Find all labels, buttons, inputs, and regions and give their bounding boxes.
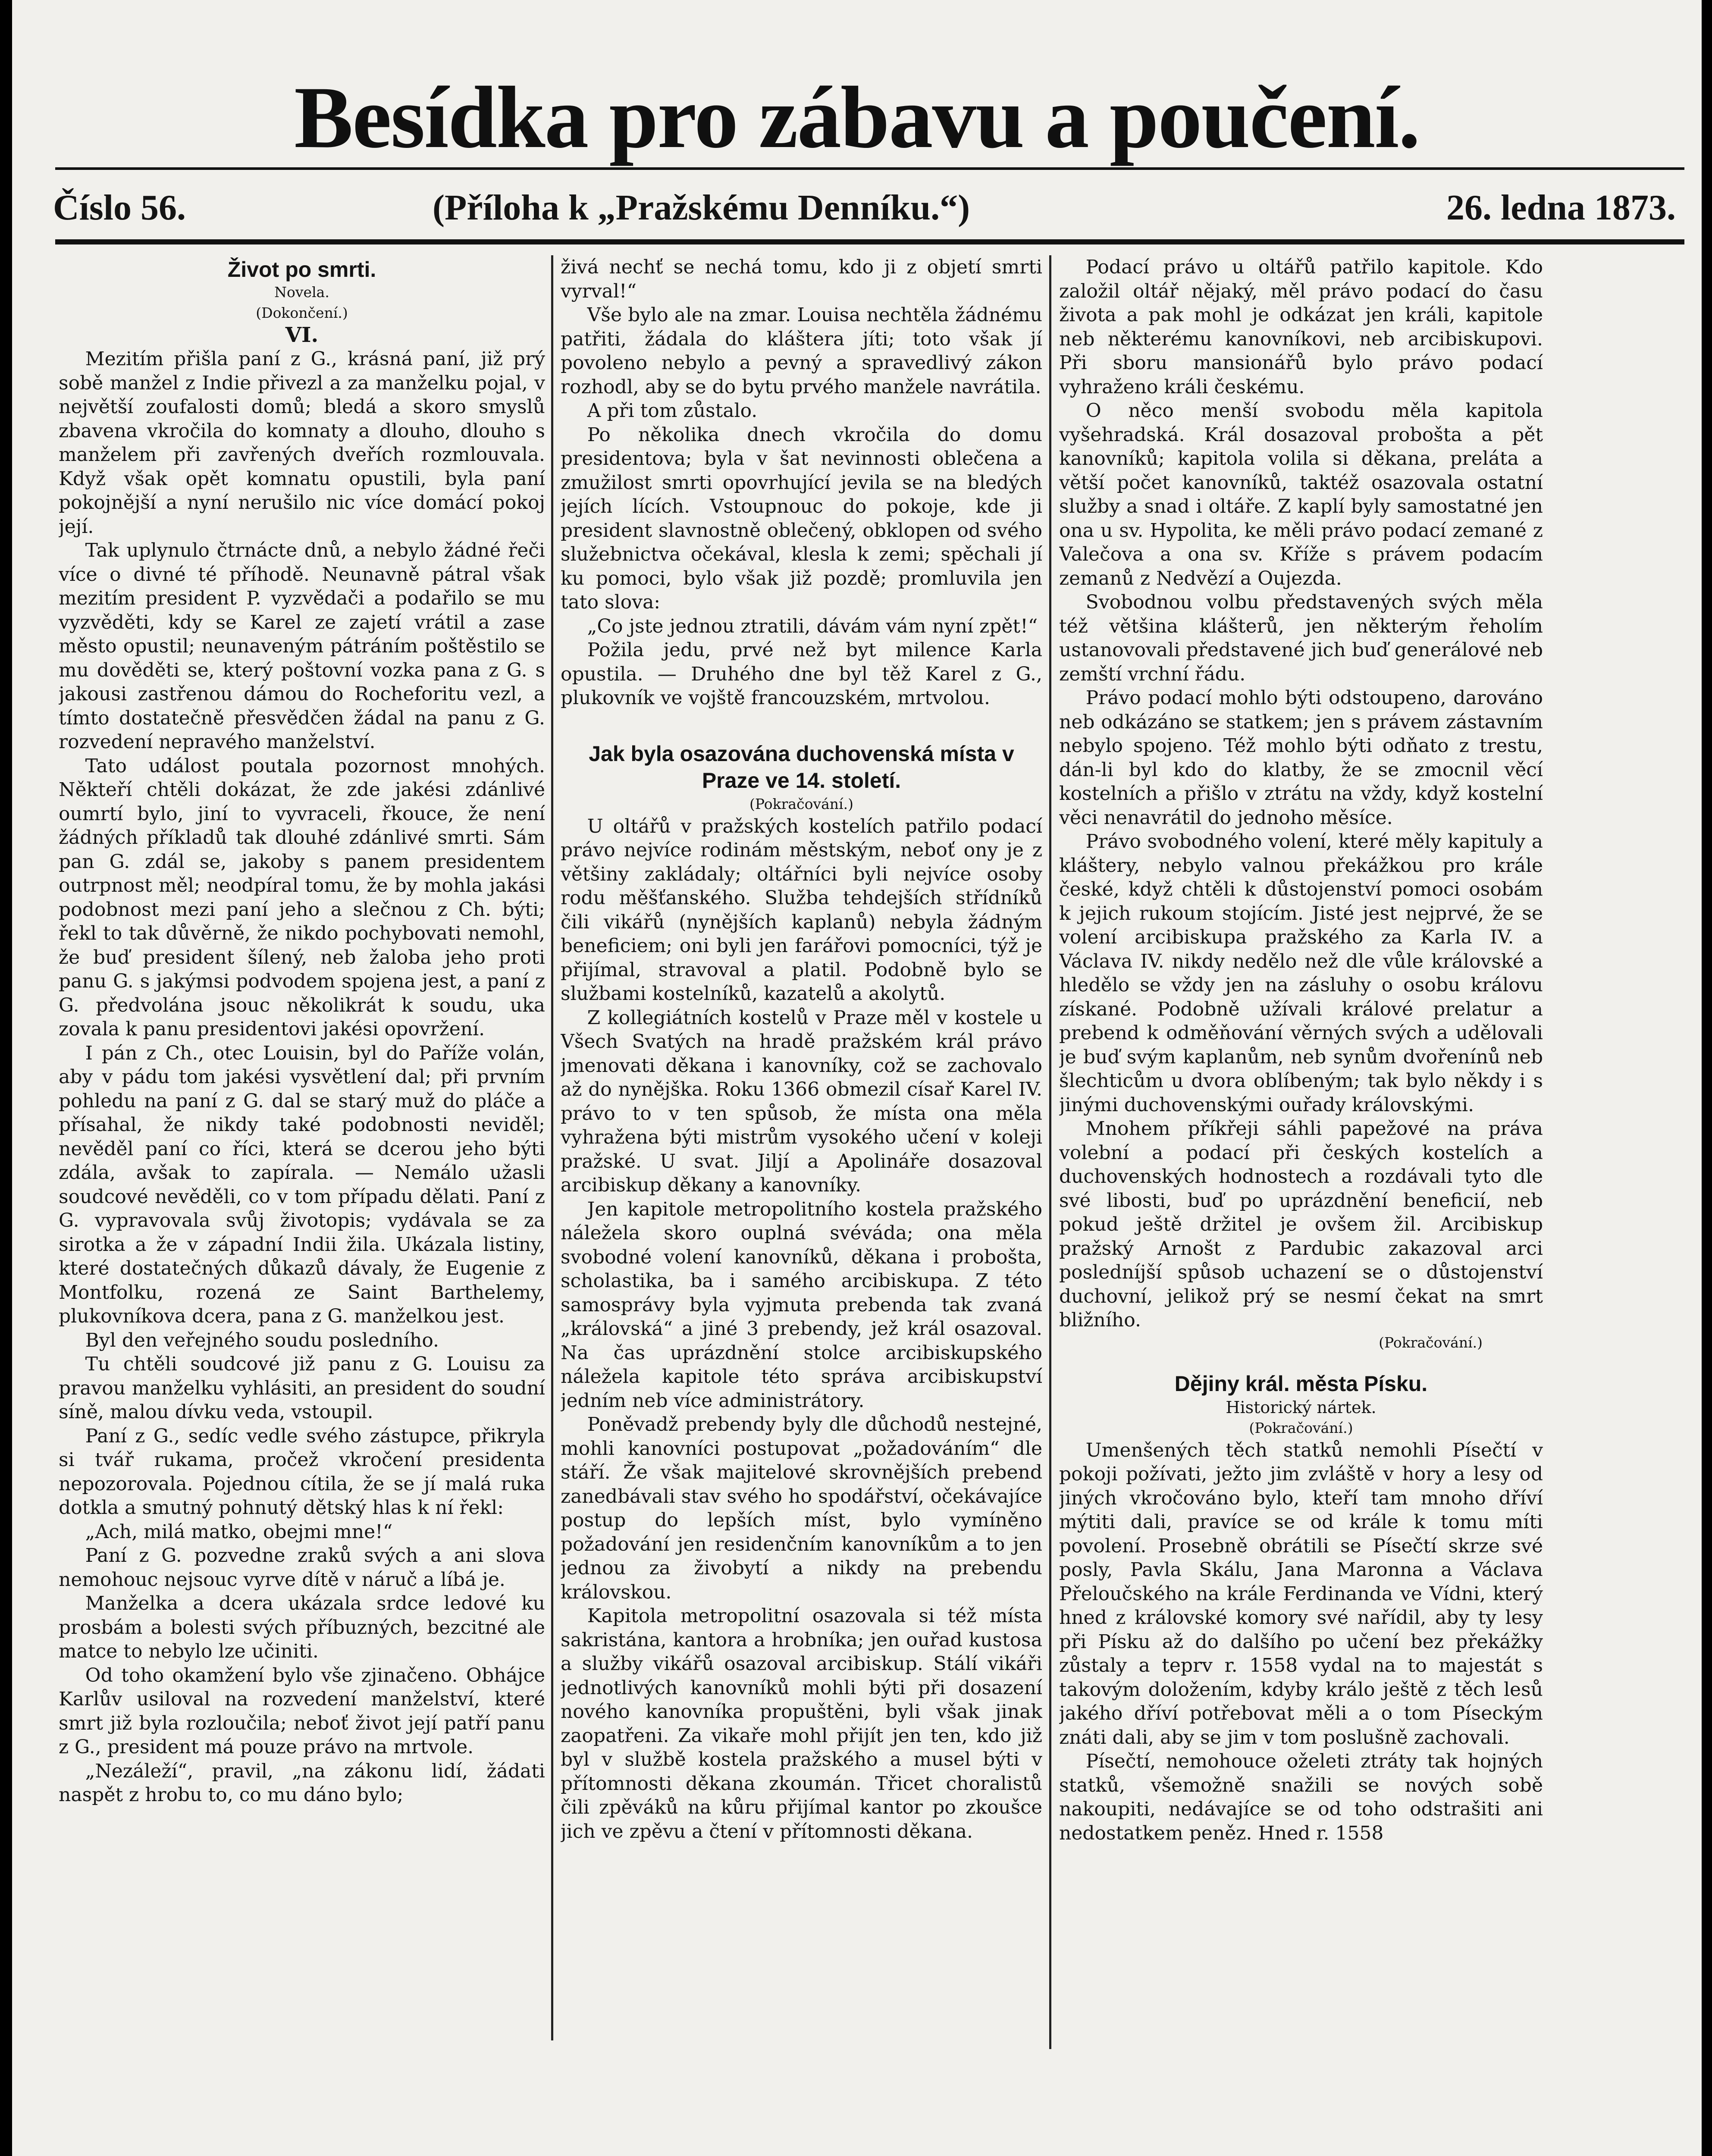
paragraph: Od toho okamžení bylo vše zjinačeno. Obhájce Karlův usiloval na rozvedení manželství, které smrt již byla rozloučila; neboť život její patří panu z G., president má pouze právo na mrtvole. bbox=[59, 1664, 545, 1758]
paragraph: Právo svobodného volení, které měly kapituly a kláštery, nebylo valnou překážkou pro krále české, když chtěli k důstojenství pomoci osobám k jejich rukoum stojícím. Jisté jest nejprvé, že se volení arcibiskupa pražského za Karla IV. a Václava IV. nikdy nedělo než dle vůle královské a hledělo se vždy jen na zásluhy o osobu královu získané. Podobně užívali králové prelatur a prebend k odměňování věrných svých a udělovali je buď svým kaplanům, neb synům dvořenínů neb šlechticům u dvora oblíbeným; tak bylo někdy i s jinými duchovenskými ouřady královskými. bbox=[1059, 830, 1543, 1116]
paragraph: Manželka a dcera ukázala srdce ledové ku prosbám a bolesti svých příbuzných, bezcitné ale matce to nebylo lze učiniti. bbox=[59, 1592, 545, 1662]
paragraph: Kapitola metropolitní osazovala si též místa sakristána, kantora a hrobníka; jen ouřad kustosa a služby vikářů osazoval arcibiskup. Stálí vikáři jednotlivých kanovníků mohli býti při dosazení nového kanovníka propuštěni, byli však jinak zaopatřeni. Za vikaře mohl přijít jen ten, kdo již byl v službě kostela pražského a musel býti v přítomnosti děkana zkoumán. Třicet choralistů čili zpěváků na kůru přijímal kantor po zkoušce jich ve zpěvu a čtení v přítomnosti děkana. bbox=[561, 1605, 1042, 1843]
paragraph: Paní z G., sedíc vedle svého zástupce, přikryla si tvář rukama, pročež vkročení presidenta nepozorovala. Pojednou cítila, že se jí malá ruka dotkla a smutný pohnutý dětský hlas k ní řekl: bbox=[59, 1425, 545, 1519]
newspaper-page bbox=[12, 0, 1702, 2156]
issue-line bbox=[53, 182, 1676, 234]
paragraph: A při tom zůstalo. bbox=[587, 400, 758, 422]
paragraph: Z kollegiátních kostelů v Praze měl v kostele u Všech Svatých na hradě pražském král právo jmenovati děkana i kanovníky, což se zachovalo až do nynějška. Roku 1366 obmezil císař Karel IV. právo to v ten spůsob, že místa ona měla vyhražena býti mistrům vysokého učení v koleji pražské. U svat. Jiljí a Apolináře dosazoval arcibiskup děkany a kanovníky. bbox=[561, 1006, 1042, 1196]
article-genre: Novela. bbox=[274, 283, 329, 301]
paragraph: Tu chtěli soudcové již panu z G. Louisu za pravou manželku vyhlásiti, an president do soudní síně, malou dívku veda, vstoupil. bbox=[59, 1353, 545, 1423]
paragraph: U oltářů v pražských kostelích patřilo podací právo nejvíce rodinám městským, neboť ony je z většiny zakládaly; oltářníci byli nejvíce osoby rodu měšťanského. Služba tehdejších střídníků čili vikářů (nynějších kaplanů) nebyla žádným beneficiem; oni byli jen farářovi pomocníci, týž je přijímal, stravoval a platil. Podobně bylo se službami kostelníků, kazatelů a akolytů. bbox=[561, 815, 1042, 1005]
masthead-bottom-rule bbox=[55, 239, 1684, 244]
paragraph: Vše bylo ale na zmar. Louisa nechtěla žádnému patřiti, žádala do kláštera jíti; toto však jí povoleno nebylo a pevný a spravedlivý zákon rozhodl, aby se do bytu prvého manžele navrátila. bbox=[561, 304, 1042, 398]
paragraph: Po několika dnech vkročila do domu presidentova; byla v šat nevinnosti oblečena a zmužilost smrti opovrhující jevila se na bledých jejích lících. Vstoupnouc do pokoje, kde ji president slavnostně oblečený, obklopen od svého služebnictva očekával, klesla k zemi; spěchali jí ku pomoci, bylo však již pozdě; promluvila jen tato slova: bbox=[561, 423, 1042, 613]
issue-number: Číslo 56. bbox=[53, 188, 186, 228]
paragraph: Tak uplynulo čtrnácte dnů, a nebylo žádné řeči více o divné té příhodě. Neunavně pátral však mezitím president P. vyzvědači a podařilo se mu vyzvěděti, kdy se Karel ze zajetí vrátil a zase město opustil; neunaveným pátráním poštěstilo se mu dověděti se, který poštovní vozka pana z G. s jakousi zastřenou dámou do Rocheforitu vezl, a tímto dostatečně přesvědčen žádal na panu z G. rozvedení nepravého manželství. bbox=[59, 539, 545, 753]
paragraph: Tato událost poutala pozornost mnohých. Někteří chtěli dokázat, že zde jakési zdánlivé oumrtí bylo, jiní to vyvraceli, řkouce, že není žádných příkladů tak dlouhé zdánlivé smrti. Sám pan G. zdál se, jakoby s panem presidentem outrpnost měl; neodpíral tomu, že by mohla jakási podobnost mezi paní jeho a slečnou z Ch. býti; řekl to tak důvěrně, že nikdo pochybovati nemohl, že buď president šílený, neb žaloba jeho proti panu G. s jakýmsi podvodem spojena jest, a paní z G. předvolána jsouc několikrát k soudu, uka zovala k panu presidentovi jakési opovržení. bbox=[59, 755, 545, 1040]
article-title: Dějiny král. města Písku. bbox=[1174, 1371, 1428, 1396]
paragraph: Umenšených těch statků nemohli Písečtí v pokoji požívati, ježto jim zvláště v hory a lesy od jiných vkročováno bylo, kteří tam mnoho dříví mýtiti dali, pravíce se od krále k tomu míti povolení. Prosebně obrátili se Písečtí skrze své posly, Pavla Skálu, Jana Maronna a Václava Přeloučského na krále Ferdinanda ve Vídni, který hned z královské komory své nařídil, aby ty lesy při Písku až do dalšího po učení bez překážky zůstaly a teprv r. 1558 vydal na to majestát s takovým doložením, kdyby králo ještě z těch lesů jakého dříví potřebovat měli a o tom Píseckým znáti dali, aby se jim v tom poslušně zachovali. bbox=[1059, 1439, 1543, 1749]
paragraph: Podací právo u oltářů patřilo kapitole. Kdo založil oltář nějaký, měl právo podací do času života a pak mohl je odkázat jen králi, kapitole neb některému kanovníkovi, neb arcibiskupovi. Při sboru mansionářů bylo právo podací vyhraženo králi českému. bbox=[1059, 256, 1543, 398]
continuation-note: (Pokračování.) bbox=[1249, 1419, 1353, 1436]
paragraph: Požila jedu, prvé než byt milence Karla opustila. — Druhého dne byl těž Karel z G., plukovník ve vojště francouzském, mrtvolou. bbox=[561, 639, 1042, 709]
article-subtitle: Historický nártek. bbox=[1226, 1398, 1376, 1417]
column-1 bbox=[59, 255, 545, 2156]
issue-date: 26. ledna 1873. bbox=[1446, 188, 1676, 228]
paragraph: „Ach, milá matko, obejmi mne!“ bbox=[85, 1520, 393, 1543]
paragraph: Svobodnou volbu představených svých měla též většina klášterů, jen některým řeholím ustanovovali představené jich buď generálové neb zemští vrchní řádu. bbox=[1059, 591, 1543, 685]
paragraph: Paní z G. pozvedne zraků svých a ani slova nemohouc nejsouc vyrve dítě v náruč a líbá je. bbox=[59, 1545, 545, 1591]
spacer bbox=[1059, 1353, 1543, 1370]
paragraph: Byl den veřejného soudu posledního. bbox=[85, 1329, 439, 1351]
column-3 bbox=[1059, 255, 1543, 2156]
masthead-title: Besídka pro zábavu a poučení. bbox=[294, 69, 1420, 166]
paragraph: Mezitím přišla paní z G., krásná paní, již prý sobě manžel z Indie přivezl a za manželku pojal, v největší zoufalosti domů; bledá a skoro smyslů zbavena vkročila do komnaty a dlouho, dlouho s manželem při zavřených dveřích rozmlouvala. Když však opět komnatu opustili, byla paní pokojnější a nyní nerušilo nic více domácí pokoj její. bbox=[59, 348, 545, 538]
continuation-note: (Pokračování.) bbox=[749, 795, 853, 812]
paragraph: živá nechť se nechá tomu, kdo ji z objetí smrti vyrval!“ bbox=[561, 256, 1042, 302]
supplement-note: (Příloha k „Pražskému Denníku.“) bbox=[433, 188, 970, 228]
paragraph: Jen kapitole metropolitního kostela pražského náležela skoro ouplná svéváda; ona měla svobodné volení kanovníků, děkana i proboštа, scholastika, ba i samého arcibiskupa. Z této samosprávy byla vyjmuta prebenda tak zvaná „královská“ a jiné 3 prebendy, jež král osazoval. Na čas uprázdnění stolce arcibiskupského náležela kapitole této správa arcibiskupství jedním neb více administrátory. bbox=[561, 1198, 1042, 1412]
paragraph: Poněvadž prebendy byly dle důchodů nestejné, mohli kanovníci postupovat „požadováním“ dle stáří. Že však majitelové skrovnějších prebend zanedbávali stav svého ho spodářství, očekávajíce postup do lepších míst, bylo vymíněno požadování jen residenčním kanovníkům a to jen jednou za živobytí a nikdy na prebendu královskou. bbox=[561, 1413, 1042, 1603]
paragraph: Právo podací mohlo býti odstoupeno, darováno neb odkázáno se statkem; jen s právem zástavním nebylo spojeno. Též mohlo býti odňato z trestu, dán-li byl kdo do klatby, že se zmocnil věcí kostelních a přišlo v ztrátu na vždy, když kostelní věci nenavrátil do jednoho měsíce. bbox=[1059, 687, 1543, 829]
chapter-number: VI. bbox=[285, 323, 319, 347]
paragraph: I pán z Ch., otec Louisin, byl do Paříže volán, aby v pádu tom jakési vysvětlení dal; při prvním pohledu na paní z G. dal se starý muž do pláče a přísahal, že nikdy také podobnosti neviděl; nevěděl paní co říci, která se dcerou jeho býti zdála, avšak to zapírala. — Nemálo užasli soudcové nevěděli, co v tom případu dělati. Paní z G. vypravovala svůj životopis; vydávala se za sirotka a že v západní Indii žila. Ukázala listiny, které dostatečných důkazů dávaly, že Eugenie z Montfolku, rozená ze Saint Barthelemy, plukovníkova dcera, pana z G. manželkou jest. bbox=[59, 1042, 545, 1327]
article-title: Život po smrti. bbox=[227, 257, 376, 282]
paragraph: „Nezáleží“, pravil, „na zákonu lidí, žádati naspět z hrobu to, co mu dáno bylo; bbox=[59, 1760, 545, 1806]
column-2 bbox=[561, 255, 1042, 2156]
masthead-rule bbox=[55, 167, 1684, 170]
continuation-note: (Dokončení.) bbox=[256, 304, 348, 321]
spacer bbox=[561, 710, 1042, 740]
paragraph: O něco menší svobodu měla kapitola vyšehradská. Král dosazoval probošta a pět kanovníků; kapitola volila si děkana, preláta a větší počet kanovníků, taktéž osazovala ostatní služby a snad i oltáře. Z kaplí byly samostatné jen ona u sv. Hypolita, ke měli právo podací zemané z Valečova a ona sv. Kříže s právem podacím zemanů z Nedvězí a Oujezda. bbox=[1059, 400, 1543, 589]
article-title: Jak byla osazována duchovenská místa v Praze ve 14. století. bbox=[589, 741, 1014, 793]
column-separator bbox=[551, 255, 553, 2040]
paragraph: Písečtí, nemohouce oželeti ztráty tak hojných statků, všemožně snažili se nových sobě nakoupiti, nedávajíce se od toho odstrašiti ani nedostatkem peněz. Hned r. 1558 bbox=[1059, 1750, 1543, 1844]
column-separator bbox=[1049, 255, 1051, 2049]
paragraph: Mnohem příkřeji sáhli papežové na práva volební a podací při českých kostelích a duchovenských hodnostech a rozdávali tyto dle své libosti, buď po uprázdnění beneficií, neb pokud ještě držitel je ovšem žil. Arcibiskup pražský Arnošt z Pardubic zakazoval arci posledníjší spůsob uchazení se o důstojenství duchovní, jelikož prý se nesmí čekat na smrt bližního. bbox=[1059, 1118, 1543, 1331]
paragraph: „Co jste jednou ztratili, dávám vám nyní zpět!“ bbox=[587, 615, 1038, 637]
continuation-note: (Pokračování.) bbox=[1379, 1334, 1483, 1351]
